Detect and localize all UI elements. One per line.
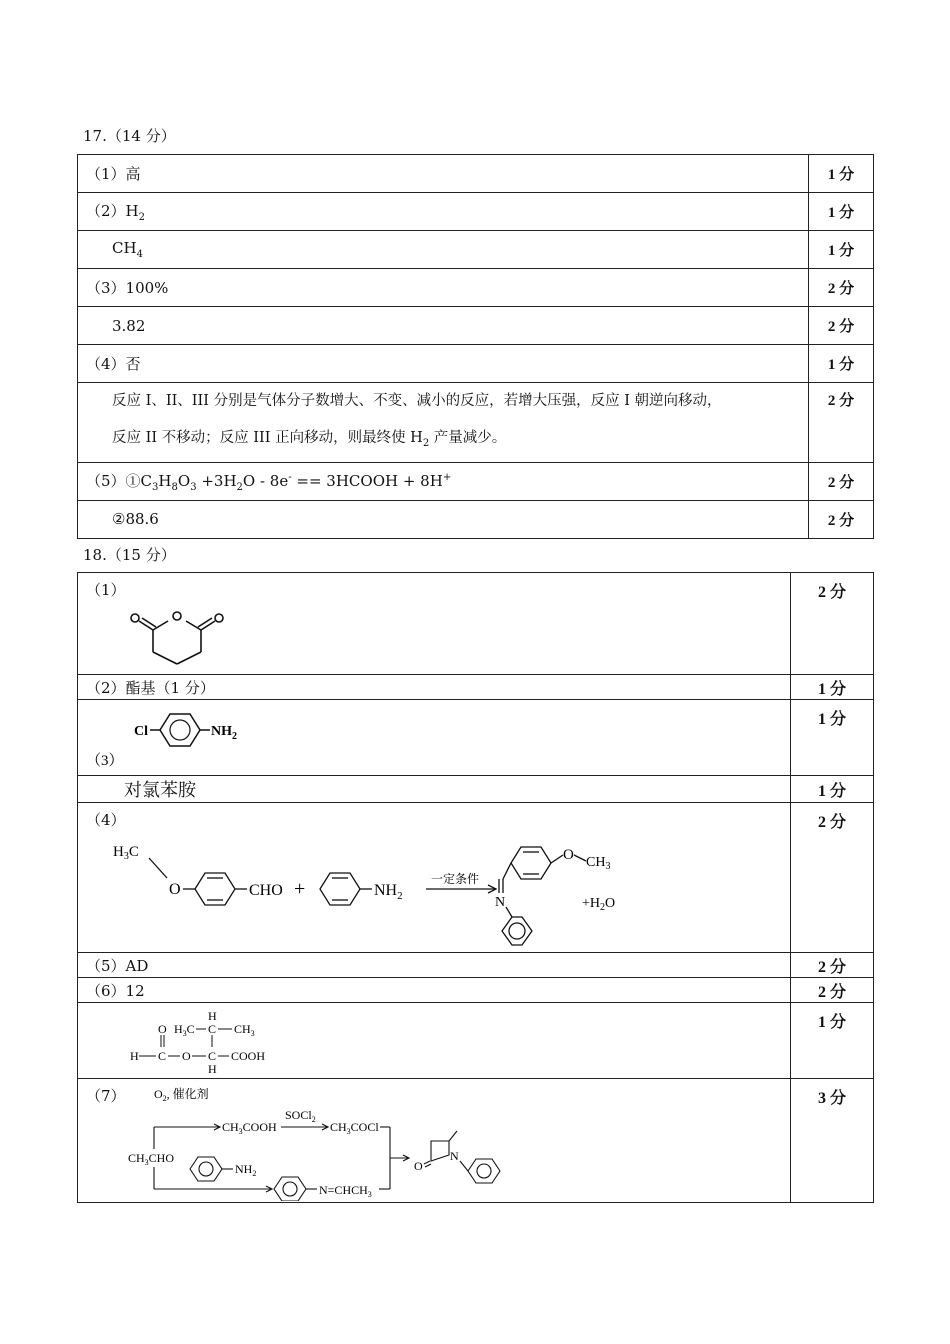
svg-text:一定条件: 一定条件 [431, 872, 480, 886]
q18-answer-table [77, 572, 874, 1203]
svg-text:O: O [563, 847, 574, 863]
answer-text: $(2)H_2$ [78, 193, 809, 231]
table-row [78, 1079, 874, 1203]
svg-text:CH3COCl: $CH_3COCl$ [330, 1120, 379, 1136]
svg-text:NH2: $NH_2$ [235, 1162, 257, 1178]
svg-text:C: C [158, 1049, 167, 1063]
score: 1 分 [809, 345, 874, 383]
table-row [78, 953, 874, 978]
answer-text: （4）否 [78, 345, 809, 383]
answer-text: 3.82 [78, 307, 809, 345]
table-row [78, 776, 874, 803]
score: 1 分 [809, 231, 874, 269]
score: 2 分 [809, 500, 874, 538]
answer-cell [78, 700, 791, 776]
svg-text:O: O [169, 881, 181, 898]
table-row [78, 269, 874, 307]
score: 1 分 [809, 193, 874, 231]
score: 2 分 [791, 978, 874, 1003]
glutaric-anhydride-structure [116, 600, 236, 670]
svg-text:（3）: （3） [86, 753, 124, 769]
score: 2 分 [809, 383, 874, 463]
svg-text:O: O [158, 1022, 167, 1036]
svg-text:N: N [495, 895, 506, 910]
answer-text: 反应 I、II、III 分别是气体分子数增大、不变、减小的反应，若增大压强，反应 I 朝逆向移动， 反应 II 不移动；反应 III 正向移动，则最终使 $H_2$ 产量减少。 [78, 383, 809, 463]
svg-text:COOH: COOH [231, 1049, 266, 1063]
answer-cell: （1） [78, 573, 791, 675]
score: 3 分 [791, 1079, 874, 1203]
table-row [78, 500, 874, 538]
table-row [78, 803, 874, 953]
table-row [78, 231, 874, 269]
svg-text:CH3: $CH_3$ [586, 855, 611, 872]
answer-text: ②88.6 [78, 500, 809, 538]
score: 1 分 [791, 675, 874, 700]
answer-text: 对氯苯胺 [78, 776, 791, 803]
q17-title: 17.（14 分） [83, 127, 176, 145]
svg-text:O2, 催化剂: $O_2$, 催化剂 [154, 1087, 209, 1103]
schiff-base-reaction [108, 831, 648, 951]
table-row [78, 978, 874, 1003]
answer-cell: （4） $H_3C$ O CHO + $NH_2$ 一定条件 N O $CH_3$ $+H_2O$ [78, 803, 791, 953]
table-row [78, 383, 874, 463]
table-row [78, 307, 874, 345]
score: 2 分 [791, 953, 874, 978]
score: 2 分 [809, 462, 874, 500]
score: 2 分 [791, 573, 874, 675]
score: 1 分 [791, 1003, 874, 1079]
svg-text:+H2O: $+H_2O$ [582, 896, 616, 913]
table-row [78, 462, 874, 500]
svg-text:C: C [208, 1049, 217, 1063]
answer-cell: （7） $O_2$, 催化剂 $CH_3COOH$ SOCl$_2$ $CH_3COCl$ $CH_3CHO$ $NH_2$ $N=CHCH_3$ O N [78, 1079, 791, 1203]
svg-text:CH3CHO: $CH_3CHO$ [128, 1151, 175, 1167]
svg-text:N=CHCH3: $N=CHCH_3$ [319, 1183, 372, 1199]
score: 1 分 [809, 155, 874, 193]
answer-text: （1）高 [78, 155, 809, 193]
svg-text:Cl: Cl [134, 724, 148, 739]
synthesis-route [124, 1083, 544, 1201]
equation: $C_3H_8O_3 +3H_2O - 8e^-$ == 3HCOOH + 8H+ [140, 471, 452, 493]
score: 2 分 [809, 269, 874, 307]
svg-text:H: H [208, 1062, 217, 1075]
q18-title: 18.（15 分） [83, 546, 176, 564]
table-row [78, 1003, 874, 1079]
table-row [78, 573, 874, 675]
table-row [78, 193, 874, 231]
answer-text: （6）12 [78, 978, 791, 1003]
table-row [78, 700, 874, 776]
svg-text:H: H [208, 1009, 217, 1023]
svg-text:CHO: CHO [249, 882, 283, 899]
svg-text:H: H [130, 1049, 139, 1063]
svg-text:SOCl2: SOCl$_2$ [285, 1108, 316, 1124]
answer-text: （5）AD [78, 953, 791, 978]
table-row [78, 155, 874, 193]
svg-text:H3C: $H_3C$ [113, 844, 139, 862]
score: 1 分 [791, 700, 874, 776]
score: 2 分 [791, 803, 874, 953]
svg-text:C: C [208, 1022, 217, 1036]
isomer-structure [124, 1007, 324, 1075]
svg-text:CH3: $CH_3$ [234, 1022, 255, 1038]
answer-text: $(5)①C_3H_8O_3 +3H_2O - 8e^-$ == 3HCOOH + 8H+ [78, 462, 809, 500]
svg-text:NH2: $NH_2$ [374, 882, 403, 902]
answer-text: （3）100% [78, 269, 809, 307]
svg-text:O: O [182, 1049, 191, 1063]
answer-text: （2）酯基（1 分） [78, 675, 791, 700]
q17-answer-table [77, 154, 874, 539]
answer-text: $CH_4$ [78, 231, 809, 269]
answer-cell [78, 1003, 791, 1079]
p-chloroaniline-structure [86, 710, 286, 770]
svg-text:CH3COOH: $CH_3COOH$ [222, 1120, 277, 1136]
score: 2 分 [809, 307, 874, 345]
table-row [78, 675, 874, 700]
table-row [78, 345, 874, 383]
svg-text:NH2: $NH_2$ [211, 724, 237, 742]
svg-text:H3C: $H_3C$ [174, 1022, 195, 1038]
score: 1 分 [791, 776, 874, 803]
svg-text:O: O [414, 1159, 423, 1173]
svg-text:+: + [294, 878, 306, 900]
svg-text:N: N [450, 1149, 459, 1163]
